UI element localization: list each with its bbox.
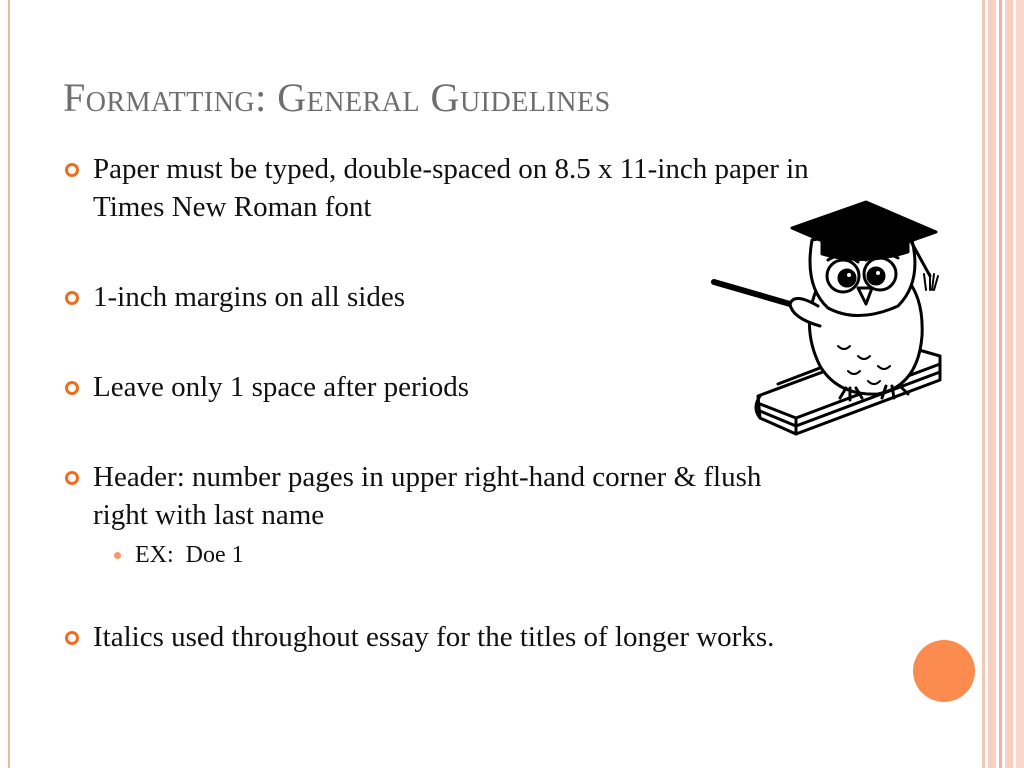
- bullet-icon: [65, 163, 79, 177]
- bullet-icon: [65, 471, 79, 485]
- accent-circle: [913, 640, 975, 702]
- bullet-icon: [65, 291, 79, 305]
- left-border-line: [8, 0, 10, 768]
- sub-bullet-icon: [114, 552, 121, 559]
- right-stripe: [999, 0, 1002, 768]
- owl-graduate-icon: [708, 196, 958, 450]
- bullet-item: [64, 618, 864, 656]
- sub-bullet-item: [135, 540, 864, 570]
- right-stripe: [982, 0, 985, 768]
- bullet-text: Leave only 1 space after periods: [93, 371, 470, 403]
- bullet-text: Header: number pages in upper right-hand corner & flush right with last name: [93, 461, 762, 531]
- bullet-text: Paper must be typed, double-spaced on 8.5 x 11-inch paper in Times New Roman font: [93, 153, 809, 223]
- right-stripe: [1005, 0, 1013, 768]
- slide-title: Formatting: General Guidelines: [63, 75, 611, 120]
- sub-bullet-text: EX: Doe 1: [135, 542, 244, 568]
- bullet-icon: [65, 381, 79, 395]
- bullet-item: [64, 458, 864, 534]
- right-stripe: [1016, 0, 1024, 768]
- bullet-icon: [65, 631, 79, 645]
- right-stripe: [988, 0, 996, 768]
- bullet-text: Italics used throughout essay for the titles of longer works.: [93, 621, 775, 653]
- bullet-text: 1-inch margins on all sides: [93, 281, 405, 313]
